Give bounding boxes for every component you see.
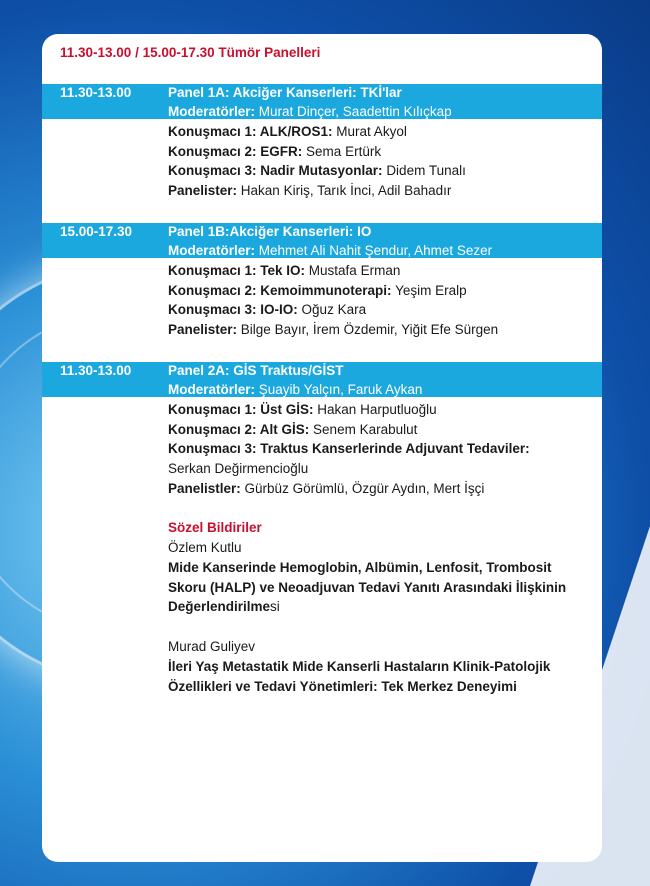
oral-author: Murad Guliyev (168, 639, 256, 654)
page-title: 11.30-13.00 / 15.00-17.30 Tümör Panelleri (60, 45, 321, 60)
panelists-line: Panelister: Bilge Bayır, İrem Özdemir, Yiğit Efe Sürgen (168, 322, 499, 337)
speaker-line: Konuşmacı 1: ALK/ROS1: Murat Akyol (168, 124, 407, 139)
moderators-label: Moderatörler: (168, 104, 256, 119)
moderators-line (168, 104, 452, 119)
panel-time: 11.30-13.00 (60, 85, 132, 100)
oral-author: Özlem Kutlu (168, 540, 242, 555)
panelists-line: Panelistler: Gürbüz Görümlü, Özgür Aydın, Mert İşçi (168, 481, 485, 496)
oral-title-line: Skoru (HALP) ve Neoadjuvan Tedavi Yanıtı Arasındaki İlişkinin (168, 580, 567, 595)
panel-time: 11.30-13.00 (60, 363, 132, 378)
speaker-line: Konuşmacı 3: Nadir Mutasyonlar: Didem Tunalı (168, 163, 466, 178)
speaker-name: Serkan Değirmencioğlu (168, 461, 309, 476)
speaker-line: Konuşmacı 2: EGFR: Sema Ertürk (168, 144, 382, 159)
oral-title-line: Mide Kanserinde Hemoglobin, Albümin, Lenfosit, Trombosit (168, 560, 552, 575)
panel-title: Panel 2A: GİS Traktus/GİST (168, 363, 344, 378)
speaker-line: Konuşmacı 3: Traktus Kanserlerinde Adjuvant Tedaviler: (168, 441, 530, 456)
panelists-line: Panelister: Hakan Kiriş, Tarık İnci, Adil Bahadır (168, 183, 452, 198)
speaker-line: Konuşmacı 2: Kemoimmunoterapi: Yeşim Eralp (168, 283, 467, 298)
program-card (42, 34, 602, 862)
moderators-line: Moderatörler: Mehmet Ali Nahit Şendur, Ahmet Sezer (168, 243, 493, 258)
panel-title: Panel 1A: Akciğer Kanserleri: TKİ'lar (168, 85, 402, 100)
speaker-line: Konuşmacı 3: IO-IO: Oğuz Kara (168, 302, 367, 317)
speaker-line: Konuşmacı 1: Tek IO: Mustafa Erman (168, 263, 401, 278)
speaker-line: Konuşmacı 2: Alt GİS: Senem Karabulut (168, 422, 418, 437)
panel-time: 15.00-17.30 (60, 224, 133, 239)
speaker-line: Konuşmacı 1: Üst GİS: Hakan Harputluoğlu (168, 402, 437, 417)
panel-title: Panel 1B:Akciğer Kanserleri: IO (168, 224, 372, 239)
oral-title-line: Özellikleri ve Tedavi Yönetimleri: Tek Merkez Deneyimi (168, 679, 517, 694)
oral-title-line: Değerlendirilmesi (168, 599, 280, 614)
moderators-names: Murat Dinçer, Saadettin Kılıçkap (258, 104, 452, 119)
oral-title-line: İleri Yaş Metastatik Mide Kanserli Hastaların Klinik-Patolojik (168, 659, 551, 674)
oral-heading: Sözel Bildiriler (168, 520, 262, 535)
moderators-line: Moderatörler: Şuayib Yalçın, Faruk Aykan (168, 382, 423, 397)
